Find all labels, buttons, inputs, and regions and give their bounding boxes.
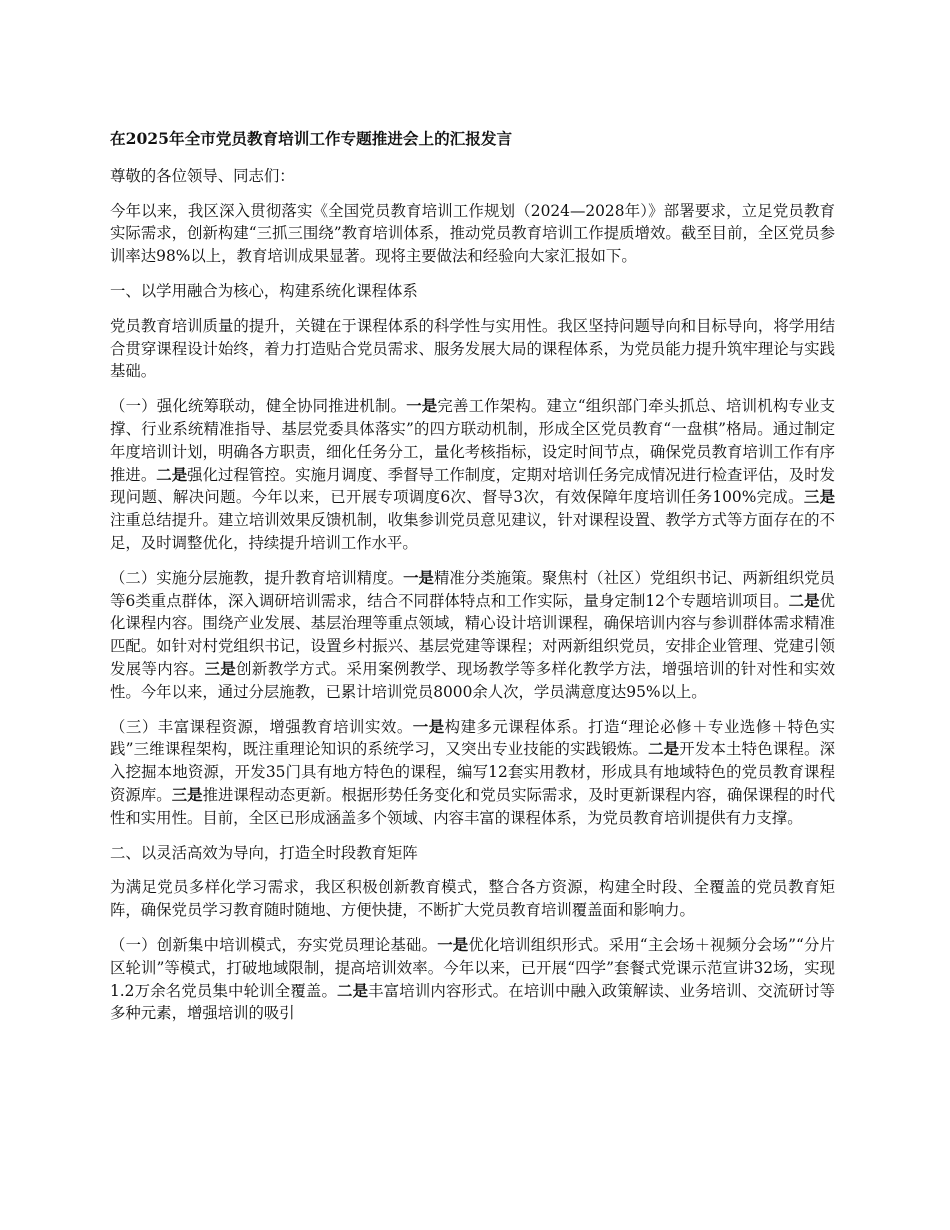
section-lead-paragraph: 为满足党员多样化学习需求，我区积极创新教育模式，整合各方资源，构建全时段、全覆盖的党员教育矩阵，确保党员学习教育随时随地、方便快捷，不断扩大党员教育培训覆盖面和影响力。 [110,878,835,920]
bold-marker: 三是 [803,488,835,507]
section-heading-1: 一、以学用融合为核心，构建系统化课程体系 [110,281,418,300]
subsection-paragraph [110,567,835,704]
subsection-heading: （一）强化统筹联动，健全协同推进机制。 [110,397,407,416]
bold-marker: 一是 [403,568,434,587]
bold-marker: 二是 [788,591,820,610]
body-text: 丰富培训内容形式。在培训中融入政策解读、业务培训、交流研讨等多种元素，增强培训的吸引 [110,981,835,1023]
bold-marker: 二是 [648,740,680,759]
bold-marker: 三是 [171,785,203,804]
body-text: 强化过程管控。实施月调度、季督导工作制度，定期对培训任务完成情况进行检查评估，及时发现问题、解决问题。今年以来，已开展专项调度6次、督导3次，有效保障年度培训任务100%完成。 [110,465,835,507]
document-page [110,128,835,1037]
body-text: 推进课程动态更新。根据形势任务变化和党员实际需求，及时更新课程内容，确保课程的时代性和实用性。目前，全区已形成涵盖多个领域、内容丰富的课程体系，为党员教育培训提供有力支撑。 [110,785,835,827]
bold-marker: 一是 [406,397,438,416]
body-text: 完善工作架构。建立“组织部门牵头抓总、培训机构专业支撑、行业系统精准指导、基层党委具体落实”的四方联动机制，形成全区党员教育“一盘棋”格局。通过制定年度培训计划，明确各方职责，细化任务分工，量化考核指标，设定时间节点，确保党员教育培训工作有序推进。 [110,397,835,484]
section-lead-paragraph: 党员教育培训质量的提升，关键在于课程体系的科学性与实用性。我区坚持问题导向和目标导向，将学用结合贯穿课程设计始终，着力打造贴合党员需求、服务发展大局的课程体系，为党员能力提升筑牢理论与实践基础。 [110,316,835,381]
document-title: 在2025年全市党员教育培训工作专题推进会上的汇报发言 [110,129,513,148]
subsection-paragraph [110,934,835,1025]
subsection-heading: （一）创新集中培训模式，夯实党员理论基础。 [110,935,438,954]
body-text: 精准分类施策。聚焦村（社区）党组织书记、两新组织党员等6类重点群体，深入调研培训需求，结合不同群体特点和工作实际，量身定制12个专题培训项目。 [110,568,835,610]
bold-marker: 三是 [204,659,237,678]
body-text: 优化培训组织形式。采用“主会场＋视频分会场”“分片区轮训”等模式，打破地域限制，提高培训效率。今年以来，已开展“四学”套餐式党课示范宣讲32场，实现1.2万余名党员集中轮训全覆盖。 [110,935,835,1000]
section-heading-2: 二、以灵活高效为导向，打造全时段教育矩阵 [110,843,418,862]
subsection-paragraph [110,395,835,555]
bold-marker: 一是 [412,717,445,736]
bold-marker: 一是 [437,935,469,954]
subsection-heading: （二）实施分层施教，提升教育培训精度。 [110,568,404,587]
bold-marker: 二是 [156,465,188,484]
body-text: 注重总结提升。建立培训效果反馈机制，收集参训党员意见建议，针对课程设置、教学方式等方面存在的不足，及时调整优化，持续提升培训工作水平。 [110,511,835,552]
subsection-heading: （三）丰富课程资源，增强教育培训实效。 [110,717,413,736]
subsection-paragraph [110,716,835,830]
body-text: 构建多元课程体系。打造“理论必修＋专业选修＋特色实践”三维课程架构，既注重理论知识的系统学习，又突出专业技能的实践锻炼。 [110,717,835,759]
greeting: 尊敬的各位领导、同志们： [110,166,295,185]
intro-paragraph: 今年以来，我区深入贯彻落实《全国党员教育培训工作规划（2024—2028年）》部署要求，立足党员教育实际需求，创新构建“三抓三围绕”教育培训体系，推动党员教育培训工作提质增效。截至目前，全区党员参训率达98%以上，教育培训成果显著。现将主要做法和经验向大家汇报如下。 [110,201,835,266]
body-text: 开发本土特色课程。深入挖掘本地资源，开发35门具有地方特色的课程，编写12套实用教材，形成具有地域特色的党员教育课程资源库。 [110,740,835,804]
body-text: 创新教学方式。采用案例教学、现场教学等多样化教学方法，增强培训的针对性和实效性。今年以来，通过分层施教，已累计培训党员8000余人次，学员满意度达95%以上。 [110,659,835,701]
bold-marker: 二是 [337,981,369,1000]
body-text: 优化课程内容。围绕产业发展、基层治理等重点领域，精心设计培训课程，确保培训内容与参训群体需求精准匹配。如针对村党组织书记，设置乡村振兴、基层党建等课程；对两新组织党员，安排企业管理、党建引领发展等内容。 [110,591,835,678]
